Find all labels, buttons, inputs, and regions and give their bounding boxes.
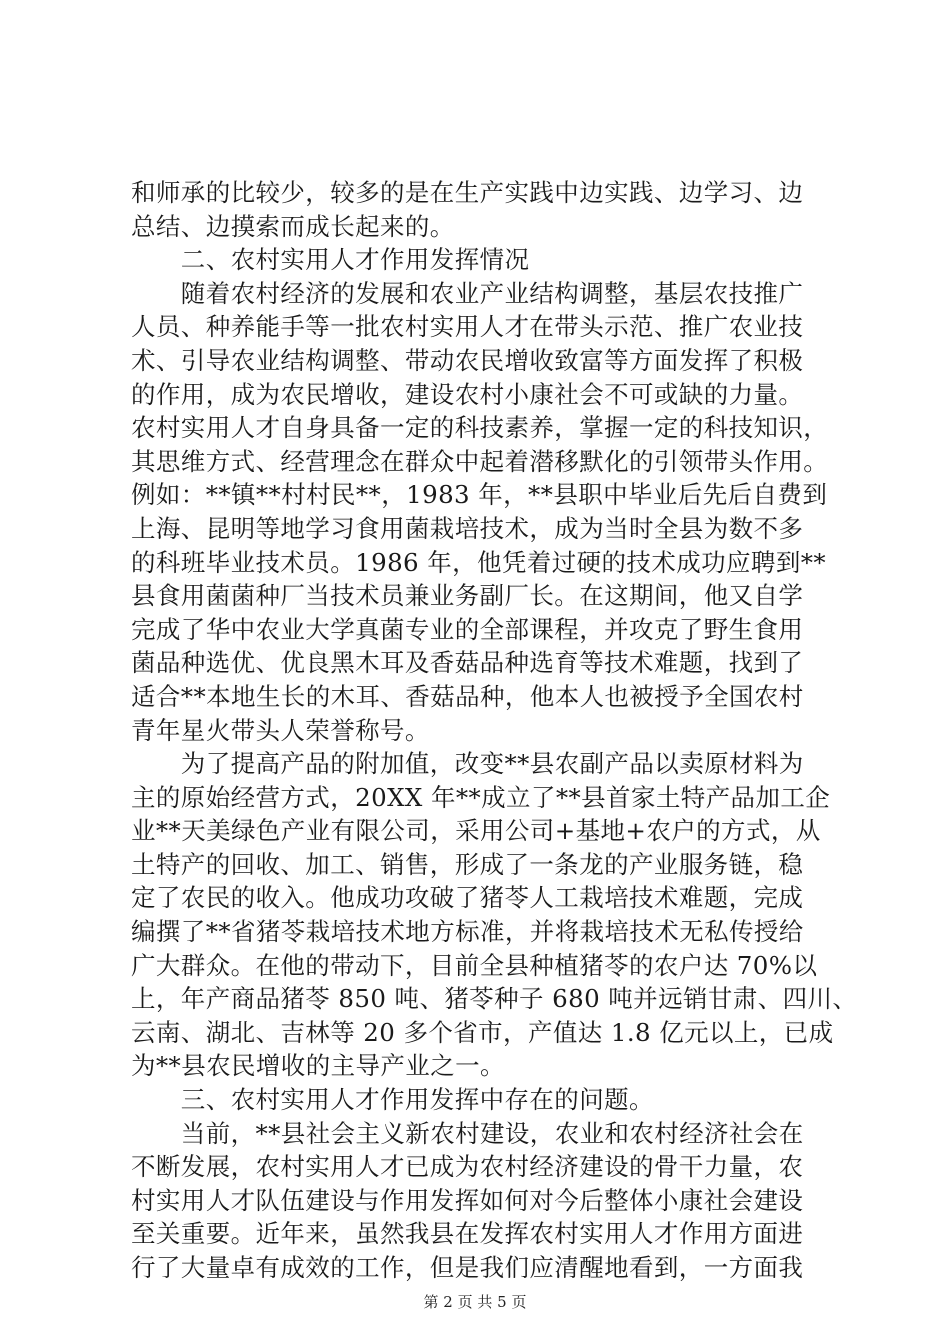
text-line: 不断发展，农村实用人才已成为农村经济建设的骨干力量，农 bbox=[131, 1152, 804, 1182]
text-line: 术、引导农业结构调整、带动农民增收致富等方面发挥了积极 bbox=[131, 345, 804, 375]
text-line: 云南、湖北、吉林等 20 多个省市，产值达 1.8 亿元以上，已成 bbox=[131, 1017, 834, 1047]
text-line: 人员、种养能手等一批农村实用人才在带头示范、推广农业技 bbox=[131, 312, 804, 342]
text-line: 村实用人才队伍建设与作用发挥如何对今后整体小康社会建设 bbox=[131, 1185, 804, 1215]
text-line: 三、农村实用人才作用发挥中存在的问题。 bbox=[131, 1085, 654, 1115]
text-line: 行了大量卓有成效的工作，但是我们应清醒地看到，一方面我 bbox=[131, 1253, 804, 1282]
text-line: 菌品种选优、优良黑木耳及香菇品种选育等技术难题，找到了 bbox=[131, 648, 804, 678]
text-line: 随着农村经济的发展和农业产业结构调整，基层农技推广 bbox=[131, 278, 804, 308]
text-line: 主的原始经营方式，20XX 年**成立了**县首家土特产品加工企 bbox=[131, 782, 831, 812]
text-line: 和师承的比较少，较多的是在生产实践中边实践、边学习、边 bbox=[131, 178, 804, 207]
text-line: 编撰了**省猪苓栽培技术地方标准，并将栽培技术无私传授给 bbox=[131, 917, 804, 947]
text-line: 当前，**县社会主义新农村建设，农业和农村经济社会在 bbox=[131, 1118, 804, 1148]
text-line: 适合**本地生长的木耳、香菇品种，他本人也被授予全国农村 bbox=[131, 681, 804, 711]
text-line: 青年星火带头人荣誉称号。 bbox=[131, 715, 430, 745]
text-line: 总结、边摸索而成长起来的。 bbox=[131, 211, 455, 241]
text-line: 例如：**镇**村村民**，1983 年，**县职中毕业后先后自费到 bbox=[131, 480, 828, 510]
page-footer: 第 2 页 共 5 页 bbox=[423, 1293, 527, 1311]
text-line: 农村实用人才自身具备一定的科技素养，掌握一定的科技知识， bbox=[131, 413, 829, 443]
text-line: 为**县农民增收的主导产业之一。 bbox=[131, 1051, 505, 1081]
text-line: 二、农村实用人才作用发挥情况 bbox=[131, 245, 530, 275]
text-line: 其思维方式、经营理念在群众中起着潜移默化的引领带头作用。 bbox=[131, 446, 829, 476]
text-line: 上海、昆明等地学习食用菌栽培技术，成为当时全县为数不多 bbox=[131, 513, 804, 543]
body-text bbox=[131, 176, 858, 1285]
text-line: 定了农民的收入。他成功攻破了猪苓人工栽培技术难题，完成 bbox=[131, 883, 804, 913]
text-line: 的作用，成为农民增收，建设农村小康社会不可或缺的力量。 bbox=[131, 379, 804, 409]
text-line: 至关重要。近年来，虽然我县在发挥农村实用人才作用方面进 bbox=[131, 1219, 804, 1249]
text-line: 为了提高产品的附加值，改变**县农副产品以卖原材料为 bbox=[131, 749, 804, 779]
text-line: 业**天美绿色产业有限公司，采用公司+基地+农户的方式，从 bbox=[131, 816, 821, 846]
text-line: 完成了华中农业大学真菌专业的全部课程，并攻克了野生食用 bbox=[131, 614, 804, 644]
text-line: 土特产的回收、加工、销售，形成了一条龙的产业服务链，稳 bbox=[131, 849, 804, 879]
text-line: 上，年产商品猪苓 850 吨、猪苓种子 680 吨并远销甘肃、四川、 bbox=[131, 984, 858, 1014]
text-line: 县食用菌菌种厂当技术员兼业务副厂长。在这期间，他又自学 bbox=[131, 581, 804, 611]
text-line: 广大群众。在他的带动下，目前全县种植猪苓的农户达 70%以 bbox=[131, 950, 818, 980]
text-line: 的科班毕业技术员。1986 年，他凭着过硬的技术成功应聘到** bbox=[131, 547, 827, 577]
